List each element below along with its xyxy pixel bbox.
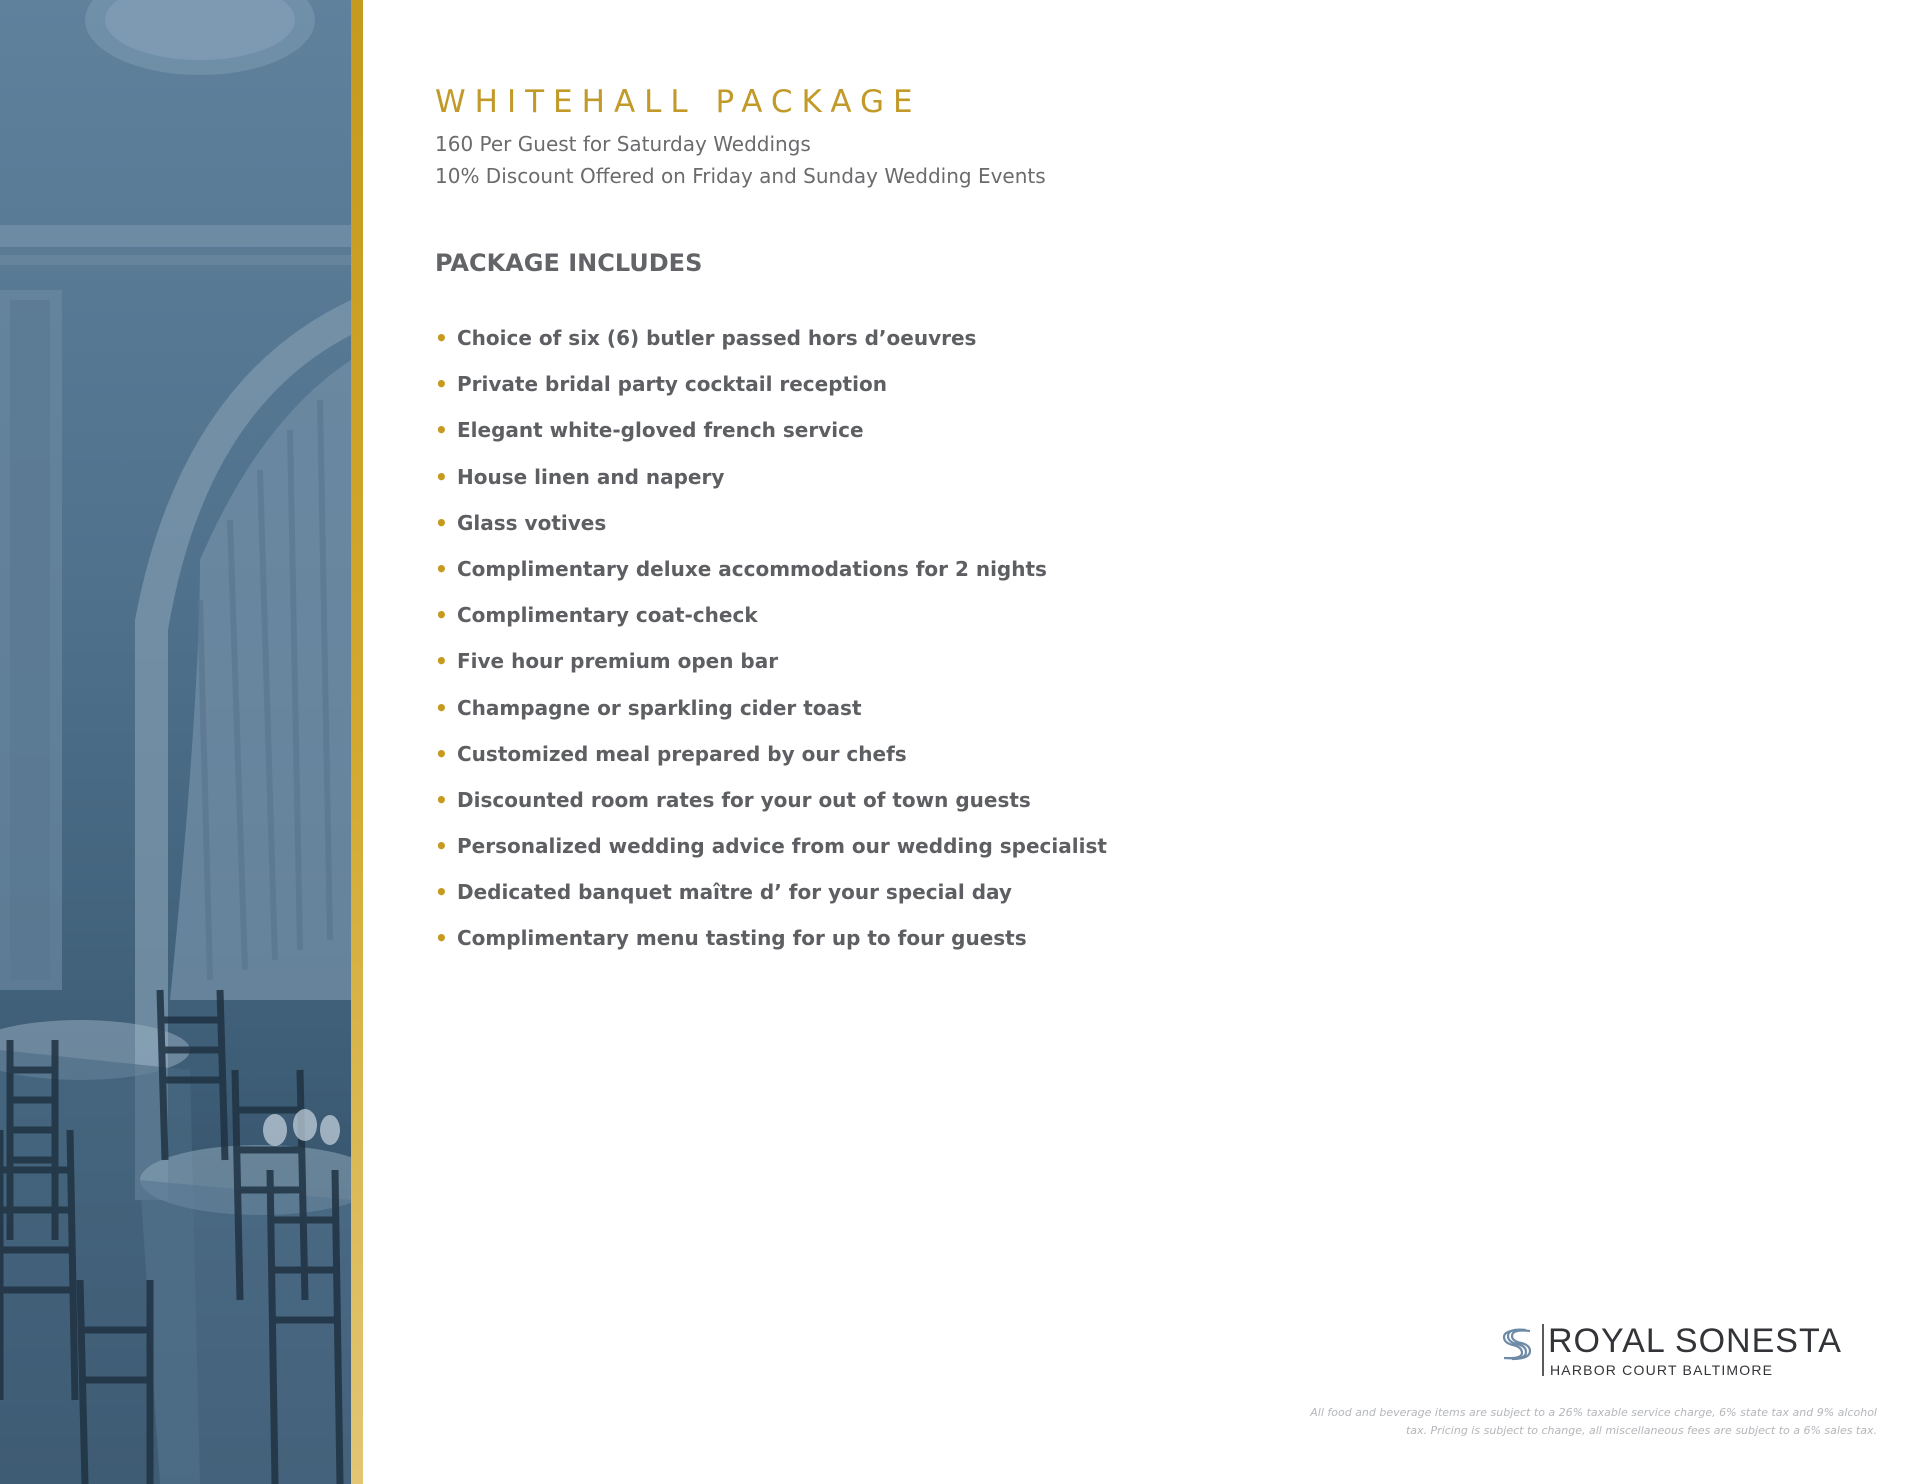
list-item-text: Personalized wedding advice from our wedding specialist: [457, 834, 1107, 859]
includes-list: [435, 323, 1635, 970]
fine-print-line: All food and beverage items are subject to a 26% taxable service charge, 6% state tax and 9% alcohol: [1310, 1406, 1877, 1419]
sonesta-s-icon: [1500, 1326, 1534, 1362]
logo-subtitle: HARBOR COURT BALTIMORE: [1550, 1362, 1774, 1378]
list-item: [435, 600, 1635, 646]
list-item: [435, 785, 1635, 831]
bullet-icon: •: [435, 926, 448, 951]
bullet-icon: •: [435, 880, 448, 905]
list-item-text: Private bridal party cocktail reception: [457, 372, 887, 397]
list-item-text: Complimentary menu tasting for up to four guests: [457, 926, 1027, 951]
gold-accent-bar: [351, 0, 363, 1484]
discount-line: 10% Discount Offered on Friday and Sunday Wedding Events: [435, 164, 1046, 188]
bullet-icon: •: [435, 464, 448, 489]
bullet-icon: •: [435, 603, 448, 628]
list-item: [435, 739, 1635, 785]
price-line: 160 Per Guest for Saturday Weddings: [435, 132, 811, 156]
includes-heading: PACKAGE INCLUDES: [435, 249, 703, 277]
bullet-icon: •: [435, 649, 448, 674]
list-item-text: Dedicated banquet maître d’ for your special day: [457, 880, 1012, 905]
list-item: [435, 508, 1635, 554]
list-item: [435, 646, 1635, 692]
list-item: [435, 693, 1635, 739]
bullet-icon: •: [435, 556, 448, 581]
list-item-text: Discounted room rates for your out of town guests: [457, 787, 1031, 812]
list-item-text: Complimentary deluxe accommodations for 2 nights: [457, 556, 1047, 581]
list-item: [435, 323, 1635, 369]
list-item: [435, 877, 1635, 923]
ballroom-photo: [0, 0, 351, 1484]
list-item-text: House linen and napery: [457, 464, 725, 489]
list-item-text: Complimentary coat-check: [457, 603, 758, 628]
ballroom-photo-illustration: [0, 0, 351, 1484]
logo-name: ROYAL SONESTA: [1548, 1322, 1842, 1360]
package-title: WHITEHALL PACKAGE: [435, 84, 922, 120]
list-item: [435, 554, 1635, 600]
bullet-icon: •: [435, 834, 448, 859]
bullet-icon: •: [435, 326, 448, 350]
bullet-icon: •: [435, 741, 448, 766]
logo-divider: [1542, 1324, 1544, 1376]
list-item-text: Elegant white-gloved french service: [457, 418, 864, 443]
list-item-text: Five hour premium open bar: [457, 649, 779, 674]
list-item-text: Choice of six (6) butler passed hors d’oeuvres: [457, 326, 977, 350]
bullet-icon: •: [435, 695, 448, 720]
fine-print: [1237, 1404, 1877, 1440]
list-item: [435, 462, 1635, 508]
bullet-icon: •: [435, 787, 448, 812]
list-item: [435, 369, 1635, 415]
bullet-icon: •: [435, 418, 448, 443]
list-item-text: Champagne or sparkling cider toast: [457, 695, 862, 720]
royal-sonesta-logo: [1500, 1322, 1880, 1382]
bullet-icon: •: [435, 372, 448, 397]
list-item: [435, 923, 1635, 969]
list-item: [435, 831, 1635, 877]
list-item-text: Glass votives: [457, 510, 607, 535]
fine-print-line: tax. Pricing is subject to change, all miscellaneous fees are subject to a 6% sales tax.: [1405, 1424, 1877, 1437]
bullet-icon: •: [435, 510, 448, 535]
package-content: [435, 82, 1635, 970]
list-item-text: Customized meal prepared by our chefs: [457, 741, 907, 766]
list-item: [435, 415, 1635, 461]
